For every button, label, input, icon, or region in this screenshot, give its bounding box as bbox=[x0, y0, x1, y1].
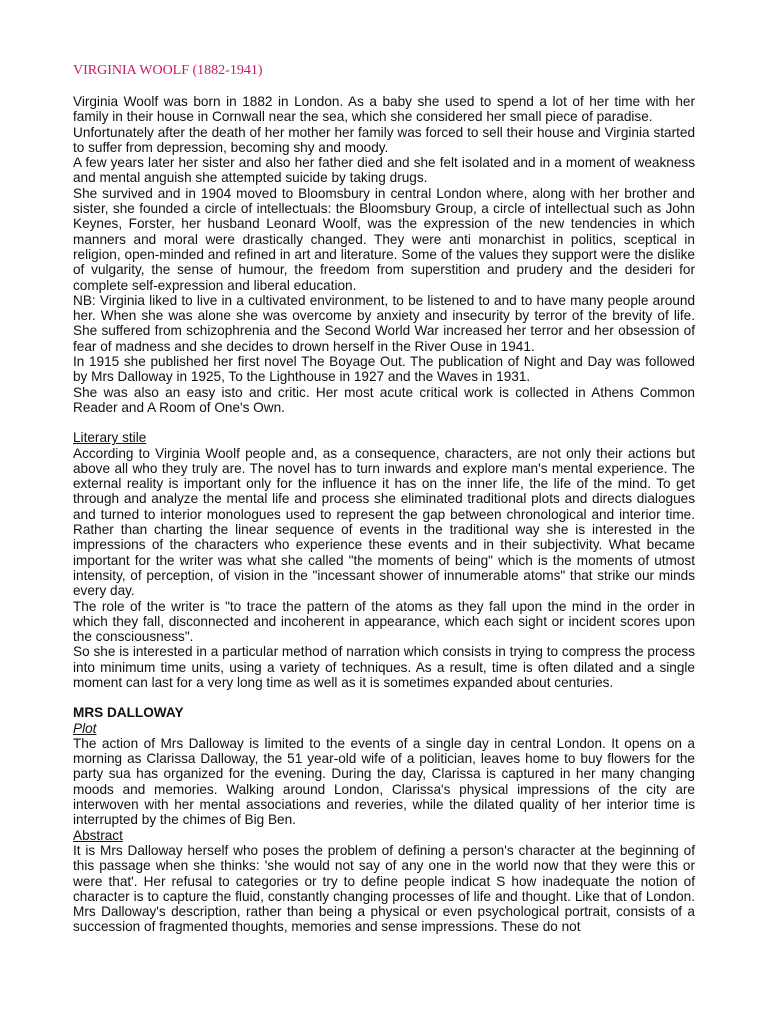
mrs-dalloway-heading: MRS DALLOWAY bbox=[73, 705, 184, 721]
document-title: VIRGINIA WOOLF (1882-1941) bbox=[73, 63, 263, 78]
plot-heading: Plot bbox=[73, 720, 97, 736]
literary-style-paragraph: The role of the writer is "to trace the pattern of the atoms as they fall upon the mind in the order in which they fall, disconnected and incoherent in appearance, which each sight or incident scores upon the consciousness". bbox=[73, 598, 695, 645]
plot-paragraph: The action of Mrs Dalloway is limited to the events of a single day in central London. It opens on a morning as Clarissa Dalloway, the 51 year-old wife of a politician, leaves home to buy flowers for the party sua has organized for the evening. During the day, Clarissa is captured in her many changing moods and memories. Walking around London, Clarissa's physical impressions of the city are interwoven with her mental associations and reveries, while the dilated quality of her interior time is interrupted by the chimes of Big Ben. bbox=[73, 735, 695, 828]
bio-paragraph: A few years later her sister and also her father died and she felt isolated and in a moment of weakness and mental anguish she attempted suicide by taking drugs. bbox=[73, 155, 695, 186]
abstract-heading: Abstract bbox=[73, 827, 123, 843]
bio-paragraph: Unfortunately after the death of her mother her family was forced to sell their house and Virginia started to suffer from depression, becoming shy and moody. bbox=[73, 124, 695, 155]
bio-paragraph: Virginia Woolf was born in 1882 in London. As a baby she used to spend a lot of her time with her family in their house in Cornwall near the sea, which she considered her small piece of paradise. bbox=[73, 94, 695, 125]
literary-style-heading: Literary stile bbox=[73, 430, 147, 446]
abstract-paragraph: It is Mrs Dalloway herself who poses the problem of defining a person's character at the beginning of this passage when she thinks: 'she would not say of any one in the world now that they were this or were that'. Her refusal to categories or try to define people indicat S how inadequate the notion of character is to capture the fluid, constantly changing processes of life and thought. Like that of London. Mrs Dalloway's description, rather than being a physical or even psychological portrait, consists of a succession of fragmented thoughts, memories and sense impressions. These do not bbox=[73, 842, 695, 935]
bio-paragraph: In 1915 she published her first novel The Boyage Out. The publication of Night and Day was followed by Mrs Dalloway in 1925, To the Lighthouse in 1927 and the Waves in 1931. bbox=[73, 354, 695, 385]
bio-paragraph: NB: Virginia liked to live in a cultivated environment, to be listened to and to have many people around her. When she was alone she was overcome by anxiety and insecurity by terror of the brevity of life. She suffered from schizophrenia and the Second World War increased her terror and her obsession of fear of madness and she decides to drown herself in the River Ouse in 1941. bbox=[73, 292, 695, 354]
literary-style-paragraph: According to Virginia Woolf people and, as a consequence, characters, are not only their actions but above all who they truly are. The novel has to turn inwards and explore man's mental experience. The external reality is important only for the influence it has on the inner life, the life of the mind. To get through and analyze the mental life and process she eliminated traditional plots and directs dialogues and turned to interior monologues used to represent the gap between chronological and interior time. Rather than charting the linear sequence of events in the traditional way she is interested in the impressions of the characters who experience these events and in their subjectivity. What became important for the writer was what she called "the moments of being" which is the moments of utmost intensity, of perception, of vision in the "incessant shower of innumerable atoms" that strike our minds every day. bbox=[73, 445, 695, 599]
section-spacer bbox=[73, 415, 695, 430]
document-page bbox=[73, 62, 695, 935]
bio-paragraph: She survived and in 1904 moved to Bloomsbury in central London where, along with her brother and sister, she founded a circle of intellectuals: the Bloomsbury Group, a circle of intellectual such as John Keynes, Forster, her husband Leonard Woolf, was the expression of the new tendencies in which manners and moral were drastically changed. They were anti monarchist in politics, sceptical in religion, open-minded and refined in art and literature. Some of the values they support were the dislike of vulgarity, the sense of humour, the freedom from superstition and prudery and the desideri for complete self-expression and liberal education. bbox=[73, 185, 695, 293]
bio-paragraph: She was also an easy isto and critic. Her most acute critical work is collected in Athens Common Reader and A Room of One's Own. bbox=[73, 384, 695, 415]
literary-style-paragraph: So she is interested in a particular method of narration which consists in trying to compress the process into minimum time units, using a variety of techniques. As a result, time is often dilated and a single moment can last for a very long time as well as it is sometimes expanded about centuries. bbox=[73, 644, 695, 690]
section-spacer bbox=[73, 690, 695, 705]
